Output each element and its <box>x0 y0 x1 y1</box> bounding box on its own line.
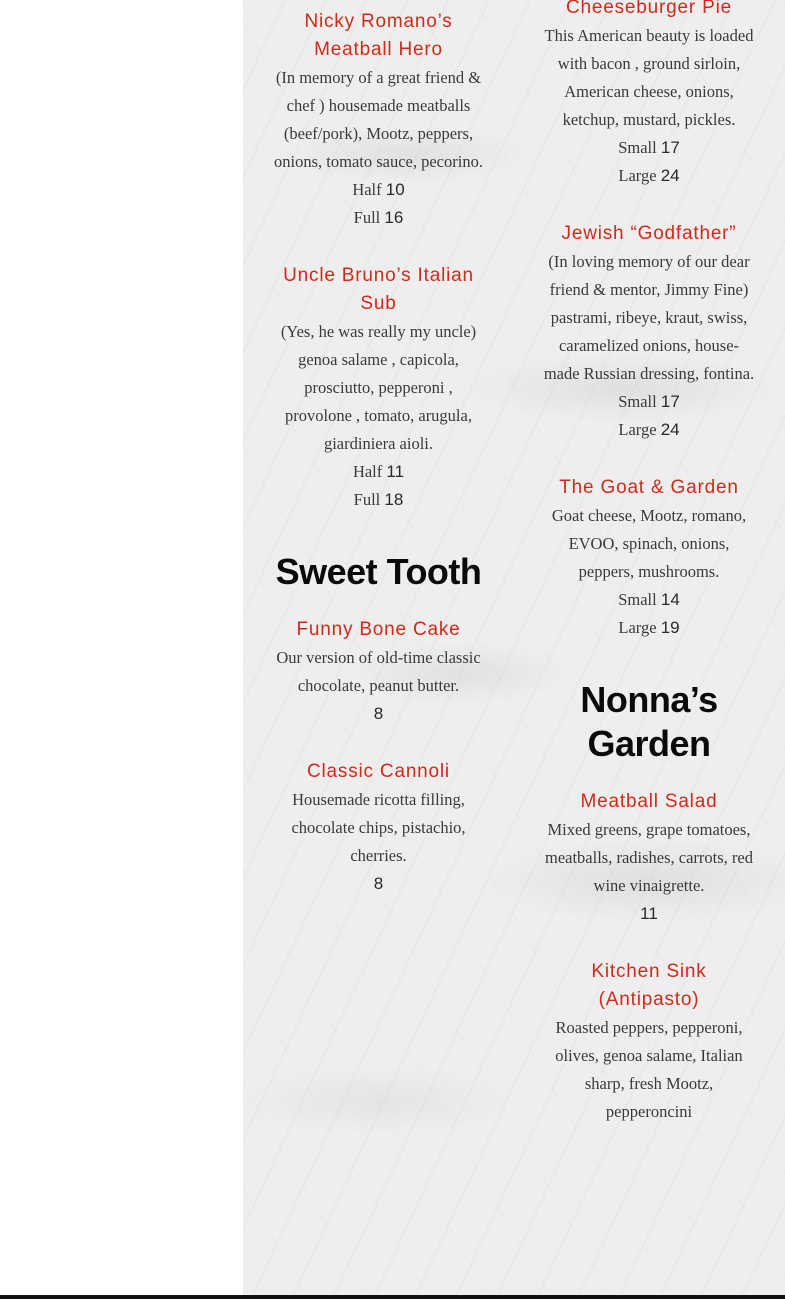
price-row <box>273 176 484 204</box>
menu-item-description: (In loving memory of our dear friend & mentor, Jimmy Fine) pastrami, ribeye, kraut, swiss, caramelized onions, house-made Russian dressing, fontina. <box>543 252 755 383</box>
menu-item-description: (In memory of a great friend & chef ) housemade meatballs (beef/pork), Mootz, peppers, onions, tomato sauce, pecorino. <box>274 68 483 171</box>
price-value: 24 <box>660 420 680 439</box>
price-value: 14 <box>660 590 680 609</box>
menu-item-title: Classic Cannoli <box>307 761 450 782</box>
menu-item-title: The Goat & Garden <box>559 477 739 498</box>
price-value: 17 <box>660 392 680 411</box>
price-row <box>543 900 755 928</box>
menu-item <box>543 474 755 642</box>
price-row <box>273 486 484 514</box>
menu-item-title: Meatball Salad <box>580 791 718 812</box>
price-label: Large <box>618 618 657 637</box>
menu-item-description: Housemade ricotta filling, chocolate chips, pistachio, cherries. <box>291 790 466 865</box>
price-row <box>273 458 484 486</box>
menu-item <box>543 220 755 444</box>
price-value: 11 <box>640 904 658 923</box>
price-label: Full <box>353 490 381 509</box>
price-label: Full <box>353 208 381 227</box>
price-value: 11 <box>386 462 405 481</box>
price-row <box>273 700 484 728</box>
section-heading-nonnas-garden: Nonna’s Garden <box>580 679 718 764</box>
price-label: Small <box>618 392 657 411</box>
price-label: Half <box>352 462 383 481</box>
price-row <box>543 134 755 162</box>
price-label: Half <box>352 180 382 199</box>
menu-item-description: Roasted peppers, pepperoni, olives, genoa salame, Italian sharp, fresh Mootz, pepperoncini <box>555 1018 743 1121</box>
menu-column-left <box>273 8 484 928</box>
menu-item <box>273 262 484 514</box>
section-heading-sweet-tooth: Sweet Tooth <box>275 551 482 592</box>
menu-item-title: Nicky Romano’s Meatball Hero <box>304 11 453 60</box>
price-value: 17 <box>660 138 680 157</box>
menu-item-title: Kitchen Sink (Antipasto) <box>591 961 707 1010</box>
menu-item-description: Our version of old-time classic chocolate, peanut butter. <box>276 648 481 695</box>
price-label: Small <box>618 138 657 157</box>
menu-item-title: Cheeseburger Pie <box>566 0 732 18</box>
menu-item <box>273 758 484 898</box>
price-row <box>543 388 755 416</box>
menu-item <box>543 0 755 190</box>
menu-item-title: Jewish “Godfather” <box>561 223 737 244</box>
price-value: 24 <box>660 166 680 185</box>
menu-item-title: Uncle Bruno’s Italian Sub <box>283 265 474 314</box>
price-label: Large <box>618 420 657 439</box>
menu-column-right <box>543 0 755 1156</box>
menu-item-description: Goat cheese, Mootz, romano, EVOO, spinach, onions, peppers, mushrooms. <box>551 506 747 581</box>
price-row <box>543 416 755 444</box>
price-value: 16 <box>384 208 404 227</box>
menu-item-description: (Yes, he was really my uncle) genoa salame , capicola, prosciutto, pepperoni , provolone , tomato, arugula, giardiniera aioli. <box>280 322 477 453</box>
price-row <box>543 162 755 190</box>
price-row <box>543 586 755 614</box>
price-value: 10 <box>385 180 405 199</box>
price-row <box>543 614 755 642</box>
menu-item <box>273 616 484 728</box>
menu-item-description: This American beauty is loaded with bacon , ground sirloin, American cheese, onions, ketchup, mustard, pickles. <box>544 26 754 129</box>
menu-item-title: Funny Bone Cake <box>296 619 461 640</box>
price-row <box>273 204 484 232</box>
menu-item <box>273 8 484 232</box>
price-value: 8 <box>373 874 384 893</box>
menu-item <box>543 788 755 928</box>
price-row <box>273 870 484 898</box>
price-value: 18 <box>384 490 404 509</box>
menu-item <box>543 958 755 1126</box>
price-label: Large <box>618 166 657 185</box>
price-value: 19 <box>660 618 680 637</box>
price-label: Small <box>618 590 657 609</box>
bottom-divider <box>0 1295 785 1299</box>
menu-item-description: Mixed greens, grape tomatoes, meatballs, radishes, carrots, red wine vinaigrette. <box>544 820 753 895</box>
price-value: 8 <box>373 704 384 723</box>
